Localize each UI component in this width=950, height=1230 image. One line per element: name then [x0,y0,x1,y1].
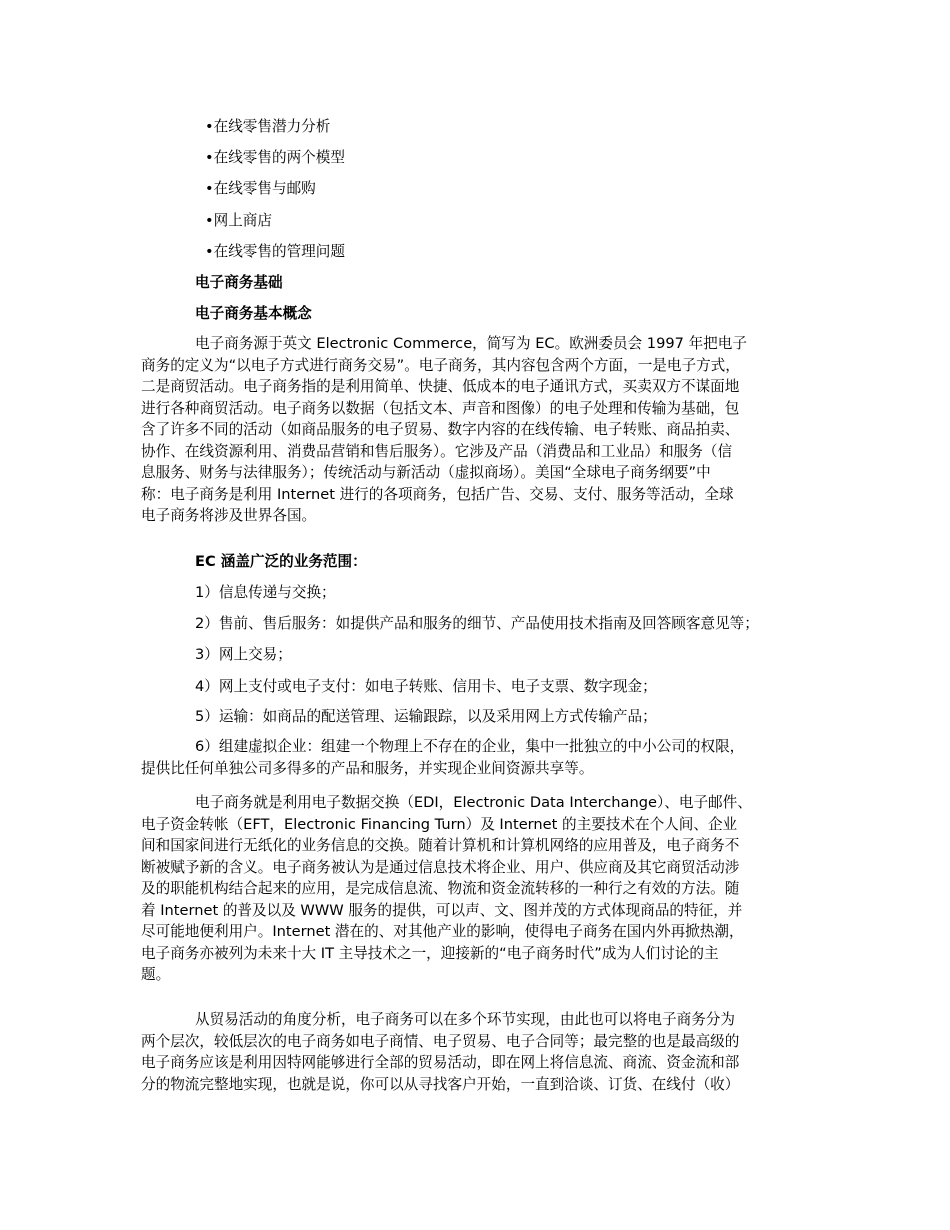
paragraph-line: 尽可能地便利用户。Internet 潜在的、对其他产业的影响，使得电子商务在国内外再掀热潮， [141,923,744,940]
paragraph-line: 电子商务源于英文 Electronic Commerce，简写为 EC。欧洲委员会 1997 年把电子 [195,335,747,352]
paragraph-line: 断被赋予新的含义。电子商务被认为是通过信息技术将企业、用户、供应商及其它商贸活动涉 [141,858,740,876]
paragraph-line: 间和国家间进行无纸化的业务信息的交换。随着计算机和计算机网络的应用普及，电子商务不 [141,837,740,854]
paragraph-line: 商务的定义为“以电子方式进行商务交易”。电子商务，其内容包含两个方面，一是电子方式， [141,356,740,374]
bullet-item: •在线零售的两个模型 [205,149,345,166]
paragraph-line: 息服务、财务与法律服务）；传统活动与新活动（虚拟商场）。美国“全球电子商务纲要”中 [141,464,711,481]
paragraph-ec-technology [141,792,821,986]
scope-heading: EC 涵盖广泛的业务范围： [195,553,367,570]
paragraph-line: 题。 [141,966,171,983]
paragraph-line: 称：电子商务是利用 Internet 进行的各项商务，包括广告、交易、支付、服务等活动，全球 [141,485,734,503]
paragraph-line: 6）组建虚拟企业：组建一个物理上不存在的企业，集中一批独立的中小公司的权限， [195,738,745,755]
paragraph-line: 电子商务应该是利用因特网能够进行全部的贸易活动，即在网上将信息流、商流、资金流和部 [141,1054,740,1071]
paragraph-line: 提供比任何单独公司多得多的产品和服务，并实现企业间资源共享等。 [141,759,594,777]
list-item: 1）信息传递与交换； [195,584,336,601]
paragraph-line: 分的物流完整地实现，也就是说，你可以从寻找客户开始，一直到洽谈、订货、在线付（收） [141,1075,740,1093]
list-item-6 [141,736,821,779]
bullet-item: •在线零售与邮购 [205,180,316,197]
paragraph-line: 电子资金转帐（EFT，Electronic Financing Turn）及 Internet 的主要技术在个人间、企业 [141,815,738,833]
paragraph-line: 协作、在线资源利用、消费品营销和售后服务）。它涉及产品（消费品和工业品）和服务（信 [141,442,733,460]
paragraph-line: 进行各种商贸活动。电子商务以数据（包括文本、声音和图像）的电子处理和传输为基础，包 [141,399,740,417]
section-heading: 电子商务基础 [195,274,283,291]
paragraph-line: 电子商务亦被列为未来十大 IT 主导技术之一，迎接新的“电子商务时代”成为人们讨论的主 [141,944,719,962]
list-item: 4）网上支付或电子支付：如电子转账、信用卡、电子支票、数字现金； [195,678,657,695]
paragraph-line: 从贸易活动的角度分析，电子商务可以在多个环节实现，由此也可以将电子商务分为 [195,1011,735,1028]
list-item: 2）售前、售后服务：如提供产品和服务的细节、产品使用技术指南及回答顾客意见等； [195,615,759,632]
paragraph-line: 电子商务就是利用电子数据交换（EDI，Electronic Data Interchange）、电子邮件、 [195,794,752,811]
paragraph-line: 电子商务将涉及世界各国。 [141,507,317,524]
subsection-heading: 电子商务基本概念 [195,305,312,322]
paragraph-line: 及的职能机构结合起来的应用，是完成信息流、物流和资金流转移的一种行之有效的方法。随 [141,880,740,897]
list-item: 3）网上交易； [195,646,292,663]
paragraph-line: 含了许多不同的活动（如商品服务的电子贸易、数字内容的在线传输、电子转账、商品拍卖、 [141,421,740,438]
list-item: 5）运输：如商品的配送管理、运输跟踪，以及采用网上方式传输产品； [195,708,657,725]
bullet-item: •在线零售潜力分析 [205,118,331,135]
paragraph-ec-definition [141,333,821,527]
paragraph-trade-analysis [141,1009,821,1095]
bullet-item: •网上商店 [205,212,272,229]
bullet-item: •在线零售的管理问题 [205,243,345,260]
paragraph-line: 二是商贸活动。电子商务指的是利用简单、快捷、低成本的电子通讯方式，买卖双方不谋面地 [141,378,740,395]
paragraph-line: 着 Internet 的普及以及 WWW 服务的提供，可以声、文、图并茂的方式体现商品的特征，并 [141,901,743,919]
paragraph-line: 两个层次，较低层次的电子商务如电子商情、电子贸易、电子合同等；最完整的也是最高级的 [141,1032,740,1050]
